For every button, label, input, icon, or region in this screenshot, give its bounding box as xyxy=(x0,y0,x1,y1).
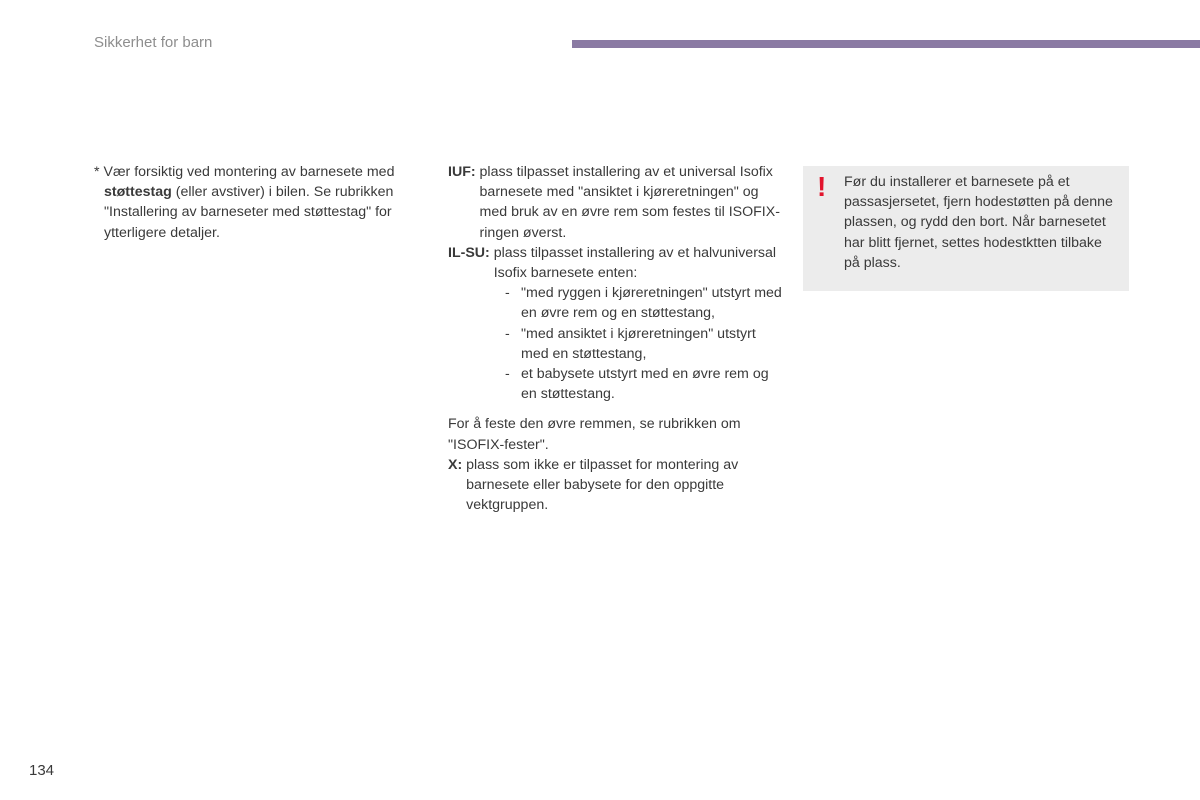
list-item xyxy=(505,283,783,323)
bullet-dash: - xyxy=(505,366,510,383)
exclamation-warning-icon: ! xyxy=(817,171,827,202)
asterisk-marker: * xyxy=(94,164,100,180)
bullet-dash: - xyxy=(505,325,510,342)
iuf-term: IUF: xyxy=(448,164,476,180)
ilsu-entry xyxy=(448,243,783,283)
warning-text: Før du installerer et barnesete på et passasjersetet, fjern hodestøtten på denne plassen, og rydd den bort. Når barnesetet har blitt fjernet, settes hodestktten tilbake på plass. xyxy=(844,174,1113,271)
warning-box xyxy=(803,166,1129,291)
bullet-dash: - xyxy=(505,285,510,302)
isofix-reference-paragraph: For å feste den øvre remmen, se rubrikken om "ISOFIX-fester". xyxy=(448,416,741,453)
note-bold-term: støttestag xyxy=(104,184,172,201)
note-rest: (eller avstiver) i bilen. Se rubrikken "Installering av barneseter med støttestag" for ytterligere detaljer. xyxy=(104,184,394,241)
isofix-definitions xyxy=(448,162,783,515)
header-accent-bar xyxy=(572,40,1200,48)
iuf-text: plass tilpasset installering av et universal Isofix barnesete med "ansiktet i kjøreretningen" og med bruk av en øvre rem som festes til ISOFIX-ringen øverst. xyxy=(479,164,780,241)
x-text: plass som ikke er tilpasset for montering av barnesete eller babysete for den oppgitte vektgruppen. xyxy=(466,456,739,514)
x-entry xyxy=(448,455,783,516)
list-item xyxy=(505,324,783,364)
bullet-text: "med ryggen i kjøreretningen" utstyrt med en øvre rem og en støttestang, xyxy=(521,285,782,322)
bullet-text: et babysete utstyrt med en øvre rem og en støttestang. xyxy=(521,366,769,403)
section-title: Sikkerhet for barn xyxy=(94,34,213,51)
x-term: X: xyxy=(448,456,463,473)
support-leg-note xyxy=(94,162,429,243)
bullet-text: "med ansiktet i kjøreretningen" utstyrt med en støttestang, xyxy=(521,325,756,362)
page-number: 134 xyxy=(29,762,55,779)
note-lead: Vær forsiktig ved montering av barnesete med xyxy=(103,164,395,180)
note-column xyxy=(94,162,429,243)
iuf-entry xyxy=(448,162,783,243)
ilsu-term: IL-SU: xyxy=(448,244,490,261)
list-item xyxy=(505,364,783,404)
ilsu-text: plass tilpasset installering av et halvuniversal Isofix barnesete enten: xyxy=(493,244,777,282)
